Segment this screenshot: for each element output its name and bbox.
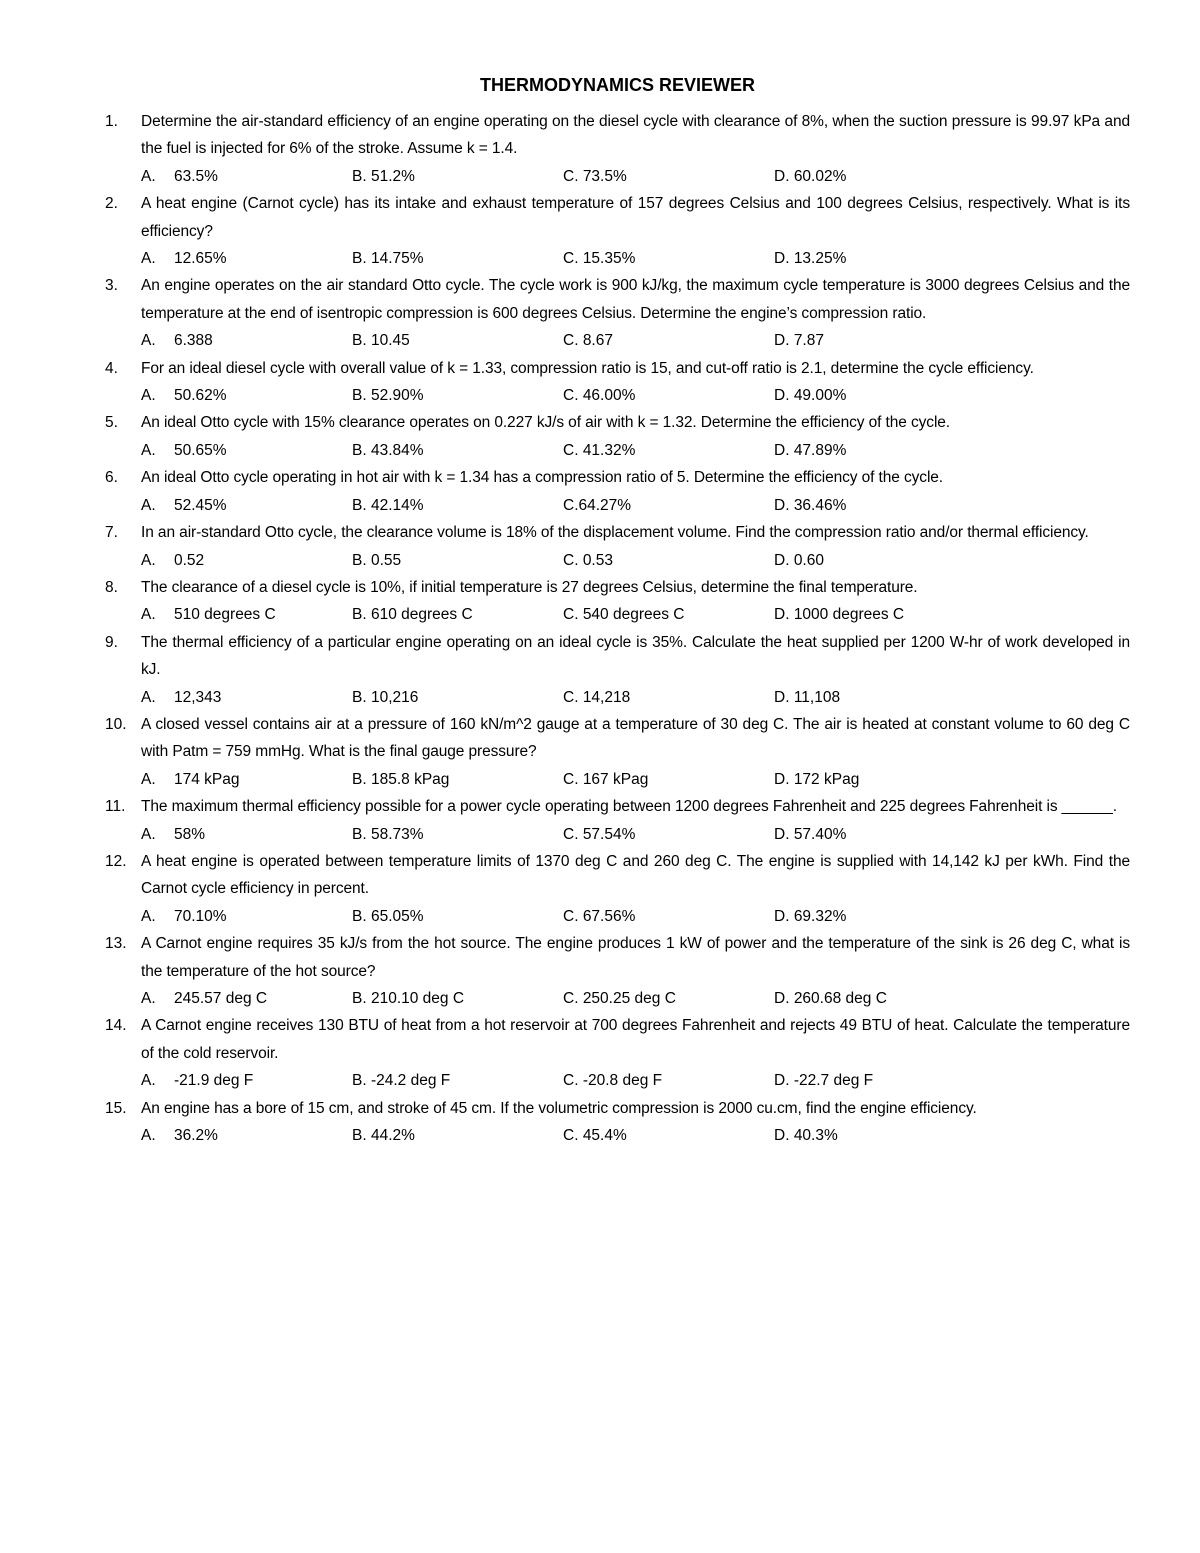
choice-d	[774, 601, 985, 628]
choice-c	[563, 245, 774, 272]
choice-value: 260.68 deg C	[793, 990, 887, 1007]
question-number: 9.	[105, 633, 118, 651]
choice-value: 210.10 deg C	[370, 990, 465, 1007]
choice-a	[141, 684, 352, 711]
choice-letter: A.	[141, 441, 156, 459]
choice-b	[352, 1122, 563, 1149]
choice-value: 47.89%	[793, 441, 847, 459]
choice-value: 73.5%	[582, 167, 627, 185]
choice-letter: C.	[563, 551, 579, 569]
choice-c	[563, 821, 774, 848]
choice-value: 52.45%	[174, 496, 227, 514]
choice-value: 1000 degrees C	[793, 606, 905, 624]
choice-letter: D.	[774, 332, 790, 350]
choice-value: 0.52	[174, 551, 205, 569]
choice-letter: B.	[352, 1072, 367, 1090]
choice-value: 36.46%	[793, 496, 847, 514]
question-text: A heat engine (Carnot cycle) has its intake and exhaust temperature of 157 degrees Celsius and 100 degrees Celsius, respectively. What is its efficiency?	[141, 195, 1130, 240]
choice-value: 8.67	[582, 332, 613, 350]
question-11	[105, 793, 1130, 848]
choice-letter: B.	[352, 250, 367, 268]
question-4	[105, 355, 1130, 410]
choice-value: 69.32%	[793, 907, 847, 925]
choice-d	[774, 547, 985, 574]
question-1	[105, 108, 1130, 190]
choice-d	[774, 766, 985, 793]
choice-value: 14.75%	[370, 250, 424, 268]
choice-value: 185.8 kPag	[370, 770, 450, 788]
choice-d	[774, 985, 985, 1012]
choice-a	[141, 382, 352, 409]
answer-choices	[141, 382, 1130, 409]
question-number: 13.	[105, 935, 127, 953]
choice-d	[774, 1067, 985, 1094]
question-number: 10.	[105, 715, 127, 733]
document-title: THERMODYNAMICS REVIEWER	[479, 75, 755, 95]
choice-a	[141, 1122, 352, 1149]
choice-value: 11,108	[793, 688, 841, 706]
question-5	[105, 409, 1130, 464]
choice-letter: A.	[141, 250, 156, 268]
question-number: 15.	[105, 1099, 127, 1117]
choice-c	[563, 1067, 774, 1094]
choice-value: 7.87	[793, 332, 824, 350]
answer-choices	[141, 437, 1130, 464]
choice-value: 172 kPag	[793, 770, 860, 788]
choice-letter: D.	[774, 990, 790, 1007]
choice-letter: A.	[141, 387, 156, 405]
choice-c	[563, 437, 774, 464]
question-13	[105, 930, 1130, 1012]
choice-value: 57.40%	[793, 825, 847, 843]
choice-value: 610 degrees C	[370, 606, 473, 624]
question-text: For an ideal diesel cycle with overall value of k = 1.33, compression ratio is 15, and cut-off ratio is 2.1, determine the cycle efficiency.	[141, 359, 1034, 377]
choice-value: 49.00%	[793, 387, 847, 405]
choice-letter: B.	[352, 167, 367, 185]
choice-b	[352, 163, 563, 190]
choice-value: 58.73%	[370, 825, 424, 843]
choice-value: 67.56%	[582, 907, 636, 925]
choice-letter: D.	[774, 496, 790, 514]
choice-value: 10,216	[370, 688, 419, 706]
choice-c	[563, 601, 774, 628]
choice-a	[141, 601, 352, 628]
choice-value: 12,343	[174, 688, 222, 706]
choice-value: 65.05%	[370, 907, 424, 925]
choice-value: 58%	[174, 825, 206, 843]
choice-d	[774, 1122, 985, 1149]
question-list	[105, 108, 1130, 1149]
choice-a	[141, 245, 352, 272]
choice-letter: C.	[563, 167, 579, 185]
question-text: A closed vessel contains air at a pressure of 160 kN/m^2 gauge at a temperature of 30 deg C. The air is heated at constant volume to 60 deg C with Patm = 759 mmHg. What is the final gauge pressure?	[141, 715, 1130, 761]
choice-letter: C.	[563, 1072, 579, 1090]
choice-c	[563, 766, 774, 793]
choice-value: 0.60	[793, 551, 824, 569]
choice-letter: C.	[563, 1127, 579, 1145]
choice-c	[563, 163, 774, 190]
choice-letter: A.	[141, 1072, 156, 1090]
choice-b	[352, 1067, 563, 1094]
answer-choices	[141, 684, 1130, 711]
choice-letter: C.	[563, 606, 579, 624]
question-number: 11.	[105, 798, 126, 816]
question-number: 6.	[105, 469, 118, 487]
question-text: A Carnot engine receives 130 BTU of heat from a hot reservoir at 700 degrees Fahrenheit and rejects 49 BTU of heat. Calculate the temperature of the cold reservoir.	[141, 1017, 1130, 1062]
choice-d	[774, 245, 985, 272]
choice-c	[563, 985, 774, 1012]
answer-choices	[141, 547, 1130, 574]
question-text: A heat engine is operated between temperature limits of 1370 deg C and 260 deg C. The engine is supplied with 14,142 kJ per kWh. Find the Carnot cycle efficiency in percent.	[141, 852, 1130, 898]
choice-letter: A.	[141, 907, 156, 925]
question-8	[105, 574, 1130, 629]
choice-value: 540 degrees C	[582, 606, 685, 624]
question-text: The maximum thermal efficiency possible for a power cycle operating between 1200 degrees Fahrenheit and 225 degrees Fahrenheit is ______.	[141, 798, 1118, 816]
choice-c	[563, 382, 774, 409]
question-number: 1.	[105, 113, 118, 130]
choice-letter: C.	[563, 387, 579, 405]
choice-c	[563, 1122, 774, 1149]
choice-value: 63.5%	[174, 167, 218, 185]
choice-letter: D.	[774, 907, 790, 925]
question-text: The thermal efficiency of a particular engine operating on an ideal cycle is 35%. Calculate the heat supplied per 1200 W-hr of work developed in kJ.	[141, 633, 1130, 679]
question-number: 4.	[105, 359, 118, 377]
question-text: A Carnot engine requires 35 kJ/s from the hot source. The engine produces 1 kW of power and the temperature of the sink is 26 deg C, what is the temperature of the hot source?	[141, 935, 1130, 980]
choice-b	[352, 985, 563, 1012]
choice-d	[774, 903, 985, 930]
choice-value: -24.2 deg F	[370, 1072, 451, 1090]
choice-letter: A.	[141, 770, 156, 788]
choice-letter: B.	[352, 441, 367, 459]
choice-value: 50.62%	[174, 387, 227, 405]
choice-c	[563, 492, 774, 519]
choice-letter: D.	[774, 551, 790, 569]
choice-letter: D.	[774, 250, 790, 268]
choice-b	[352, 327, 563, 354]
choice-value: 6.388	[174, 332, 213, 350]
choice-value: 44.2%	[370, 1127, 415, 1145]
question-10	[105, 711, 1130, 793]
choice-letter: D.	[774, 1072, 790, 1090]
choice-a	[141, 821, 352, 848]
choice-letter: B.	[352, 387, 367, 405]
choice-value: 36.2%	[174, 1127, 218, 1145]
choice-a	[141, 547, 352, 574]
choice-b	[352, 684, 563, 711]
choice-a	[141, 437, 352, 464]
choice-letter: D.	[774, 688, 790, 706]
choice-a	[141, 492, 352, 519]
question-14	[105, 1012, 1130, 1094]
question-3	[105, 272, 1130, 354]
choice-a	[141, 766, 352, 793]
question-9	[105, 629, 1130, 711]
choice-value: 0.53	[582, 551, 613, 569]
choice-value: 64.27%	[578, 496, 632, 514]
choice-value: 57.54%	[582, 825, 636, 843]
choice-letter: D.	[774, 441, 790, 459]
question-text: An engine operates on the air standard Otto cycle. The cycle work is 900 kJ/kg, the maximum cycle temperature is 3000 degrees Celsius and the temperature at the end of isentropic compression is 600 degrees Celsius. Determine the engine’s compression ratio.	[141, 277, 1130, 322]
choice-d	[774, 327, 985, 354]
choice-letter: B.	[352, 1127, 367, 1145]
question-text: An ideal Otto cycle operating in hot air with k = 1.34 has a compression ratio of 5. Determine the efficiency of the cycle.	[141, 469, 944, 487]
choice-letter: C.	[563, 332, 579, 350]
choice-value: 13.25%	[793, 250, 847, 268]
choice-letter: C.	[563, 990, 579, 1007]
choice-letter: A.	[141, 688, 156, 706]
choice-letter: B.	[352, 907, 367, 925]
choice-value: 41.32%	[582, 441, 636, 459]
choice-letter: C.	[563, 907, 579, 925]
choice-letter: A.	[141, 606, 156, 624]
choice-letter: D.	[774, 167, 790, 185]
choice-letter: A.	[141, 990, 156, 1007]
choice-value: 43.84%	[370, 441, 424, 459]
choice-value: 42.14%	[370, 496, 424, 514]
choice-value: 15.35%	[582, 250, 636, 268]
answer-choices	[141, 601, 1130, 628]
choice-value: 14,218	[582, 688, 631, 706]
choice-value: 174 kPag	[174, 770, 240, 788]
choice-letter: C.	[563, 825, 579, 843]
choice-letter: B.	[352, 496, 367, 514]
choice-letter: B.	[352, 606, 367, 624]
choice-value: 70.10%	[174, 907, 227, 925]
choice-value: 51.2%	[370, 167, 415, 185]
answer-choices	[141, 985, 1130, 1012]
choice-value: 46.00%	[582, 387, 636, 405]
choice-a	[141, 327, 352, 354]
choice-value: 0.55	[370, 551, 402, 569]
question-7	[105, 519, 1130, 574]
choice-c	[563, 684, 774, 711]
choice-letter: C.	[563, 250, 579, 268]
choice-value: 45.4%	[582, 1127, 627, 1145]
choice-c	[563, 903, 774, 930]
choice-c	[563, 547, 774, 574]
choice-b	[352, 601, 563, 628]
choice-letter: B.	[352, 332, 367, 350]
question-12	[105, 848, 1130, 930]
question-text: An ideal Otto cycle with 15% clearance operates on 0.227 kJ/s of air with k = 1.32. Determine the efficiency of the cycle.	[141, 414, 951, 432]
choice-value: 50.65%	[174, 441, 227, 459]
choice-d	[774, 492, 985, 519]
choice-letter: C.	[563, 688, 579, 706]
question-number: 7.	[105, 524, 118, 542]
choice-letter: C.	[563, 441, 579, 459]
choice-letter: D.	[774, 1127, 790, 1145]
choice-letter: A.	[141, 551, 156, 569]
question-number: 3.	[105, 277, 118, 295]
question-2	[105, 190, 1130, 272]
choice-b	[352, 492, 563, 519]
choice-b	[352, 766, 563, 793]
question-number: 5.	[105, 414, 118, 432]
question-text: Determine the air-standard efficiency of an engine operating on the diesel cycle with clearance of 8%, when the suction pressure is 99.97 kPa and the fuel is injected for 6% of the stroke. Assume k = 1.4.	[141, 113, 1130, 158]
answer-choices	[141, 163, 1130, 190]
choice-a	[141, 163, 352, 190]
choice-value: 40.3%	[793, 1127, 838, 1145]
choice-value: 250.25 deg C	[582, 990, 676, 1007]
choice-value: -22.7 deg F	[793, 1072, 874, 1090]
choice-value: 12.65%	[174, 250, 227, 268]
question-text: An engine has a bore of 15 cm, and stroke of 45 cm. If the volumetric compression is 2000 cu.cm, find the engine efficiency.	[141, 1099, 977, 1117]
choice-letter: B.	[352, 551, 367, 569]
choice-letter: A.	[141, 1127, 156, 1145]
question-text: In an air-standard Otto cycle, the clearance volume is 18% of the displacement volume. Find the compression ratio and/or thermal efficiency.	[141, 524, 1089, 542]
choice-letter: D.	[774, 825, 790, 843]
choice-b	[352, 437, 563, 464]
answer-choices	[141, 766, 1130, 793]
answer-choices	[141, 492, 1130, 519]
choice-letter: D.	[774, 770, 790, 788]
question-number: 8.	[105, 578, 118, 596]
choice-b	[352, 821, 563, 848]
choice-letter: B.	[352, 990, 367, 1007]
choice-letter: B.	[352, 825, 367, 843]
question-6	[105, 464, 1130, 519]
answer-choices	[141, 245, 1130, 272]
question-15	[105, 1095, 1130, 1150]
choice-letter: A.	[141, 825, 156, 843]
question-text: The clearance of a diesel cycle is 10%, if initial temperature is 27 degrees Celsius, determine the final temperature.	[141, 578, 918, 596]
choice-letter: A.	[141, 496, 156, 514]
question-number: 12.	[105, 852, 127, 870]
answer-choices	[141, 327, 1130, 354]
choice-letter: A.	[141, 167, 156, 185]
choice-b	[352, 903, 563, 930]
choice-letter: C.	[563, 770, 579, 788]
choice-letter: D.	[774, 606, 790, 624]
answer-choices	[141, 821, 1130, 848]
choice-value: 60.02%	[793, 167, 847, 185]
choice-a	[141, 1067, 352, 1094]
choice-value: 245.57 deg C	[174, 990, 268, 1007]
choice-a	[141, 985, 352, 1012]
choice-letter: A.	[141, 332, 156, 350]
choice-value: 10.45	[370, 332, 410, 350]
answer-choices	[141, 903, 1130, 930]
answer-choices	[141, 1067, 1130, 1094]
choice-letter: D.	[774, 387, 790, 405]
answer-choices	[141, 1122, 1130, 1149]
choice-d	[774, 382, 985, 409]
choice-c	[563, 327, 774, 354]
choice-value: 167 kPag	[582, 770, 649, 788]
choice-value: 510 degrees C	[174, 606, 276, 624]
choice-b	[352, 547, 563, 574]
choice-value: -21.9 deg F	[174, 1072, 254, 1090]
choice-d	[774, 684, 985, 711]
question-number: 2.	[105, 195, 118, 213]
choice-letter: B.	[352, 770, 367, 788]
choice-b	[352, 382, 563, 409]
choice-d	[774, 437, 985, 464]
choice-d	[774, 163, 985, 190]
choice-letter: B.	[352, 688, 367, 706]
choice-letter: C.	[563, 496, 579, 514]
choice-value: 52.90%	[370, 387, 424, 405]
choice-a	[141, 903, 352, 930]
choice-b	[352, 245, 563, 272]
choice-d	[774, 821, 985, 848]
question-number: 14.	[105, 1017, 127, 1035]
choice-value: -20.8 deg F	[582, 1072, 663, 1090]
